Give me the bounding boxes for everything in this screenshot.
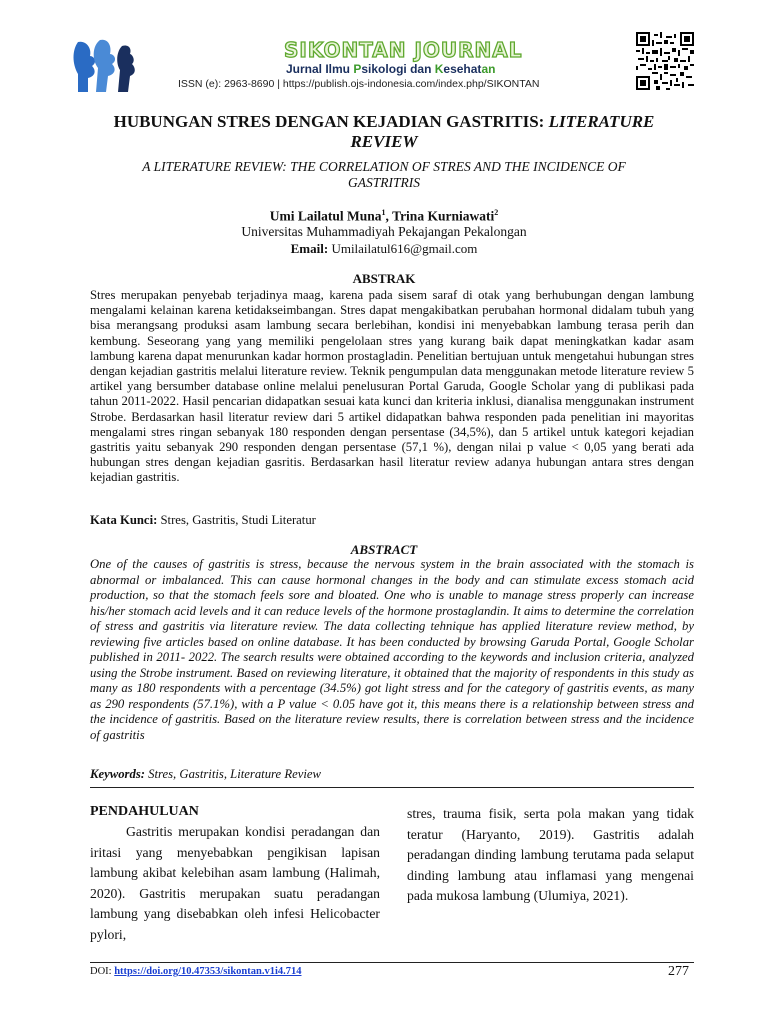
footer-divider <box>90 962 694 963</box>
author-email: Email: Umilailatul616@gmail.com <box>290 241 478 256</box>
footer-doi: DOI: https://doi.org/10.47353/sikontan.v1i4.714 <box>90 966 302 977</box>
journal-header <box>0 0 768 96</box>
section-divider <box>90 787 694 788</box>
keywords: Keywords: Stres, Gastritis, Literature Review <box>90 767 321 781</box>
paper-english-title: A LITERATURE REVIEW: THE CORRELATION OF STRES AND THE INCIDENCE OF GASTRITRIS <box>142 159 626 190</box>
abstract-heading: ABSTRACT <box>350 542 418 557</box>
doi-link[interactable]: https://doi.org/10.47353/sikontan.v1i4.714 <box>114 966 302 977</box>
qr-code-icon[interactable] <box>636 32 694 90</box>
page-number: 277 <box>668 964 689 979</box>
profile-heads-icon <box>70 36 142 94</box>
journal-issn: ISSN (e): 2963-8690 | https://publish.ojs-indonesia.com/index.php/SIKONTAN <box>178 78 540 90</box>
abstract-text: One of the causes of gastritis is stress, because the nervous system in the brain associated with the stomach is abnormal or imbalanced. This can cause hormonal changes in the body and can stimulate excess stomach acid production, so that the stomach feels sore and bloated. One who is unable to manage stress properly can increase his/her stomach acid levels and it can reduce levels of the hormone prostaglandin. It aims to determine the correlation of stress and gastritis via literature review. The data collecting tehnique has applied literature review method, by reviewing five articles based on online database. It has been conducted by browsing Garuda Portal, Google Scholar published in 2011- 2022. The search results were obtained according to the keywords and inclusion criteria, analyzed using the Strobe instrument. Based on reviewing literature, it obtained that the majority of respondents in this study as many as 180 respondents with a percentage (34.5%) got light stress and for the category of gastritis events, as many as 290 respondents (57.1%), with a P value < 0.05 have got it, this means there is a relationship between stress and the incidence of gastritis. Based on the literature review results, there is correlation between stress and the incidence of gastritis <box>90 557 694 742</box>
paper-title: HUBUNGAN STRES DENGAN KEJADIAN GASTRITIS: LITERATURE REVIEW <box>113 112 655 151</box>
abstrak-heading: ABSTRAK <box>352 271 416 286</box>
body-right-column: stres, trauma fisik, serta pola makan yang tidak teratur (Haryanto, 2019). Gastritis adalah peradangan dinding lambung terutama pada selaput dinding lambung atau inflamasi yang mengenai pada mukosa lambung (Ulumiya, 2021). <box>407 806 694 904</box>
section-heading-pendahuluan: PENDAHULUAN <box>90 804 199 819</box>
abstrak-text: Stres merupakan penyebab terjadinya maag, karena pada sisem saraf di otak yang berhubungan dengan lambung mengalami kelainan karena ketidakseimbangan. Stres dapat mengakibatkan perubahan hormonal didalam tubuh yang bisa merangsang produksi asam lambung secara berlebihan, kondisi ini menyebabkan lambung terasa perih dan kembung. Seseorang yang yang memiliki pengelolaan stres yang kurang baik dapat meningkatkan kadar asam lambung karena dapat menurunkan kadar hormon prostagladin. Penelitian bertujuan untuk mengetahui hubungan stres dengan kejadian gastritis melalui literature review. Teknik pengumpulan data menggunakan metode literature review 5 artikel yang bersumber database online melalui penelusuran Portal Garuda, Google Scholar yang di publikasi pada tahun 2011-2022. Hasil pencarian didapatkan sesuai kata kunci dan kriteria inklusi, dianalisa menggunakan instrument Strobe. Berdasarkan hasil literatur review dari 5 artikel didapatkan bahwa responden pada penelitian ini mayoritas mengalami stres ringan sebanyak 180 responden dengan persentase (34,5%), dan 5 artikel untuk kategori kejadian gastritis yaitu sebanyak 290 responden dengan persentase (57,1 %), dengan nilai p value < 0,05 yang berati ada hubungan stres dengan kejadian gasritis. Berdasarkan hasil literatur review adanya hubungan antara stres dengan kejadian gastritis. <box>90 288 694 485</box>
journal-name: SIKONTAN JOURNAL <box>284 38 523 62</box>
body-left-column: Gastritis merupakan kondisi peradangan dan iritasi yang menyebabkan pengikisan lapisan lambung akibat kelebihan asam lambung (Halimah, 2020). Gastritis merupakan suatu peradangan lambung yang disebabkan oleh infesi Helicobacter pylori, <box>90 824 380 942</box>
author-affiliation: Universitas Muhammadiyah Pekajangan Pekalongan <box>241 224 527 239</box>
author-list: Umi Lailatul Muna$^1$, Trina Kurniawati$^2$ <box>269 208 499 224</box>
kata-kunci: Kata Kunci: Stres, Gastritis, Studi Literatur <box>90 513 316 527</box>
journal-subtitle: Jurnal Ilmu Psikologi dan Kesehatan <box>286 62 496 76</box>
